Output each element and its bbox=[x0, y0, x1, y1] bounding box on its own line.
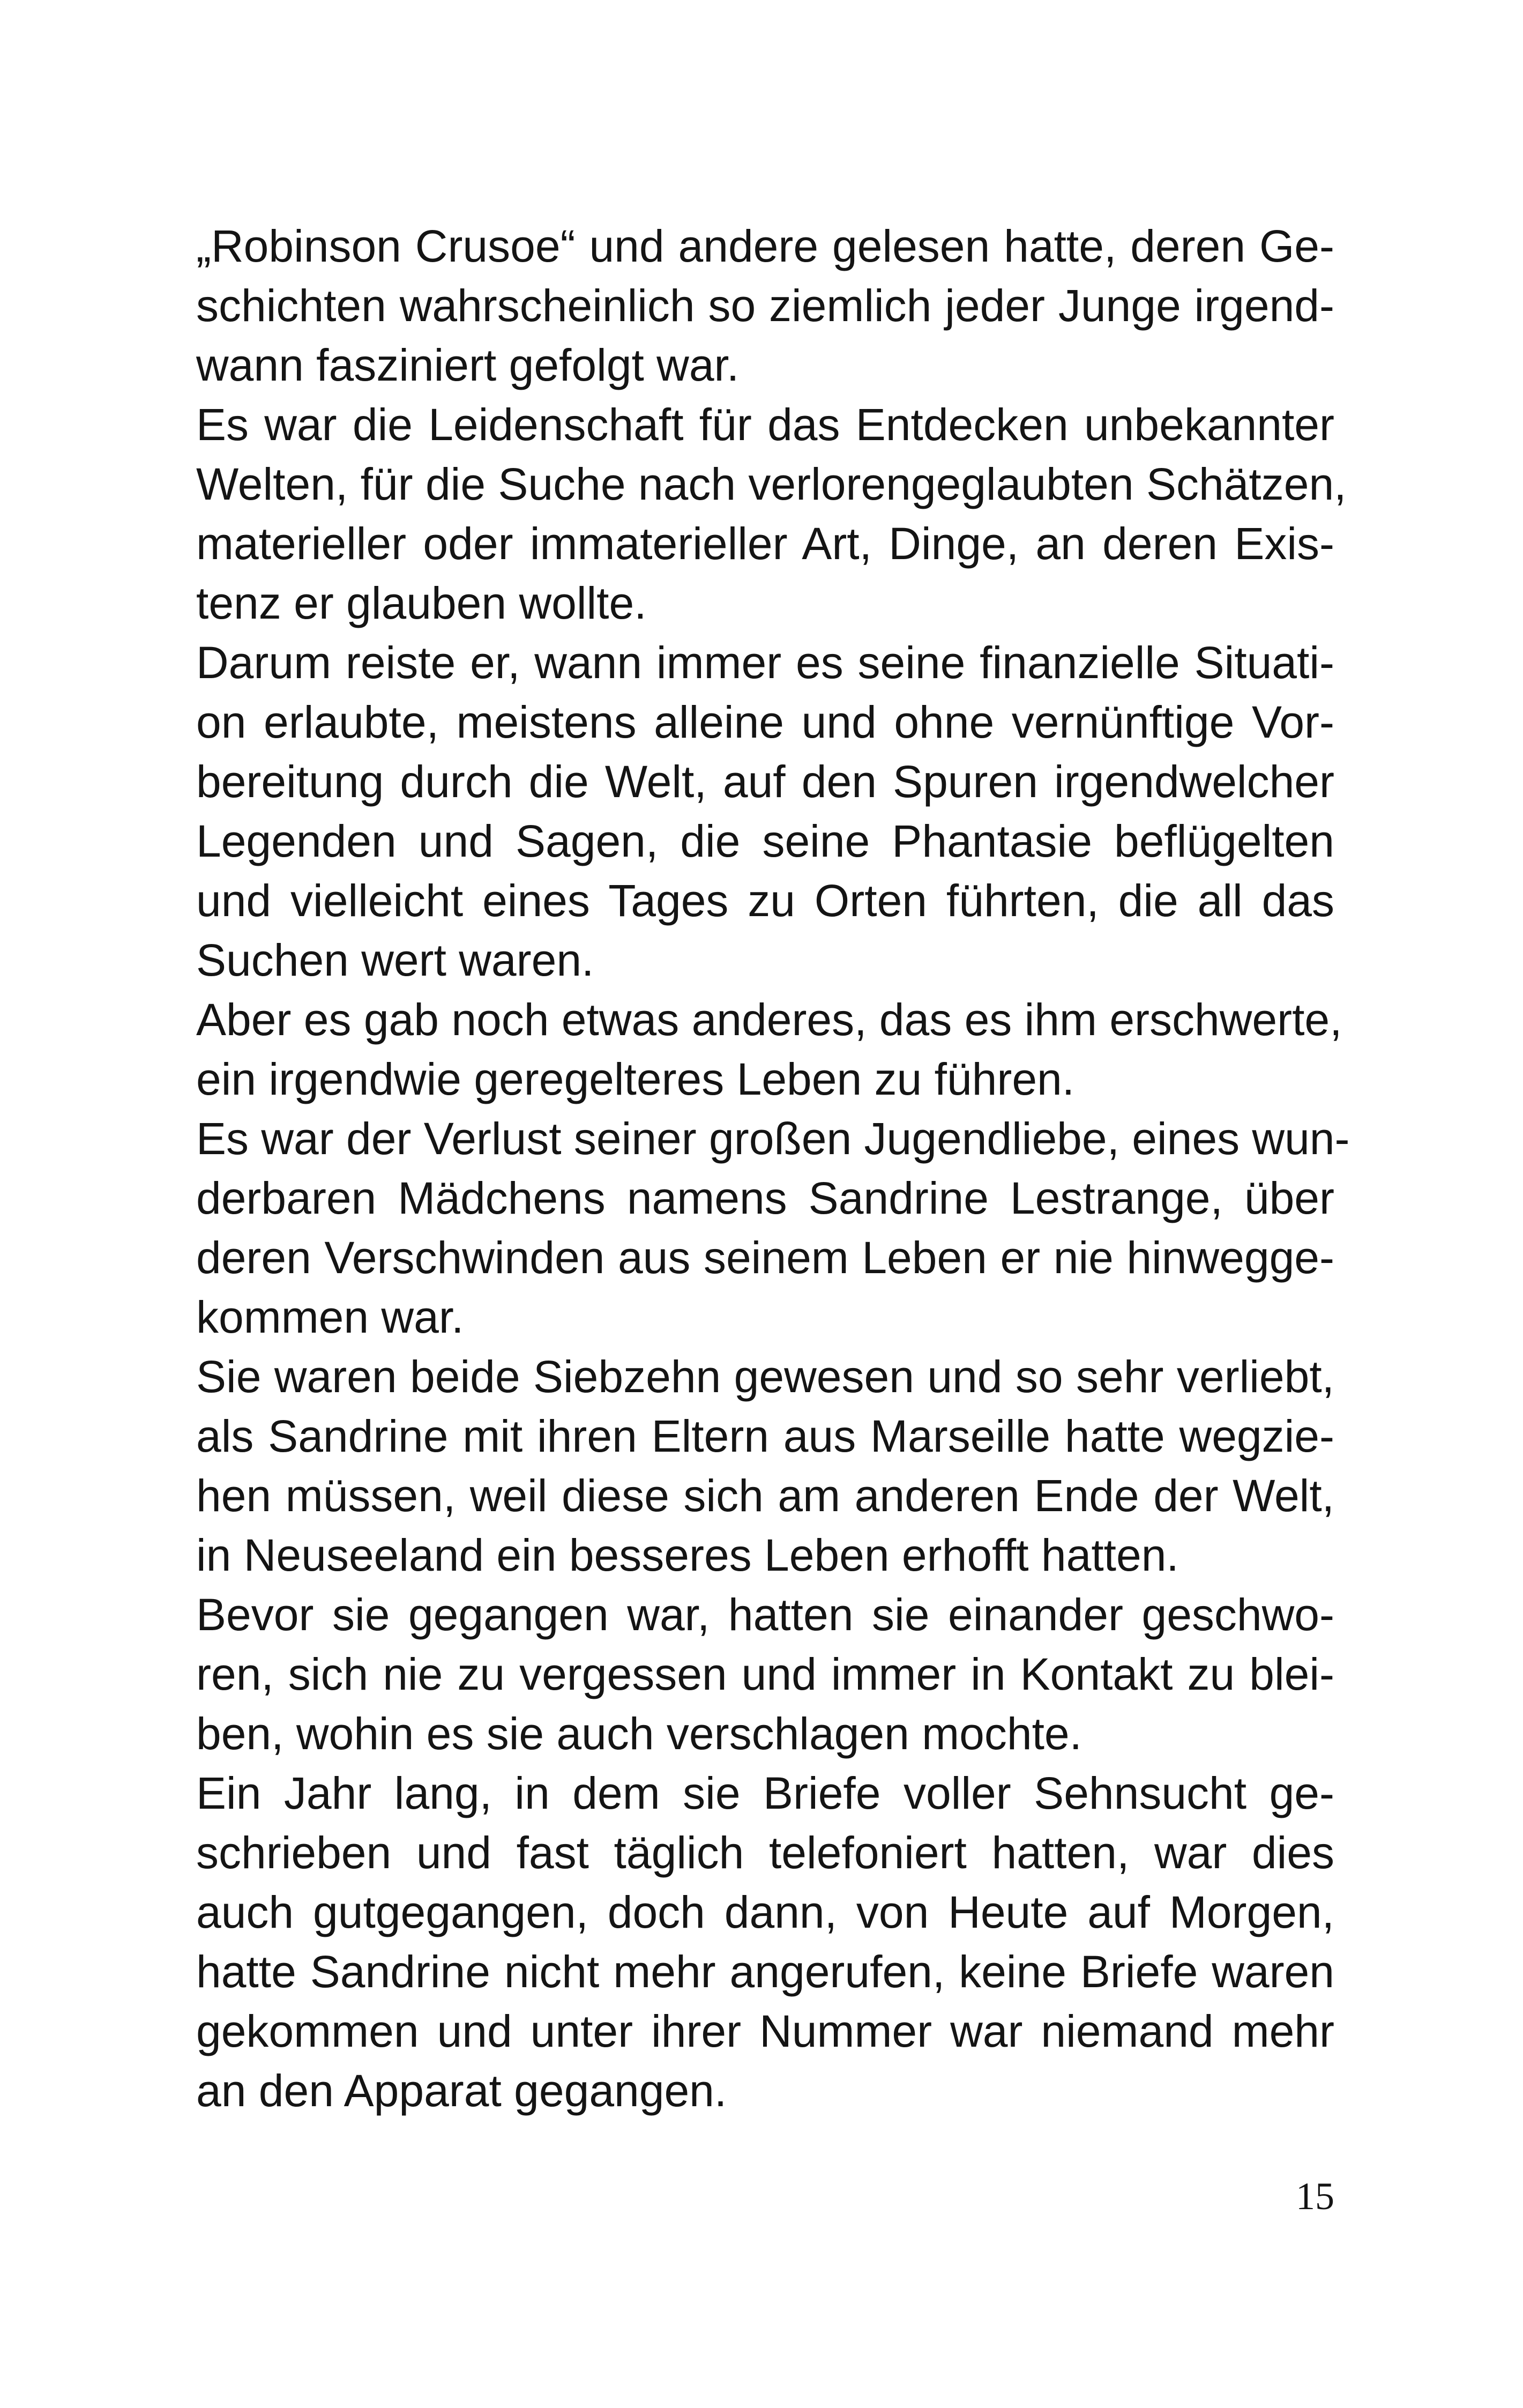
text-line: Aber es gab noch etwas anderes, das es ihm erschwerte, bbox=[196, 994, 1342, 1045]
text-line: tenz er glauben wollte. bbox=[196, 578, 647, 628]
text-line: Bevor sie gegangen war, hatten sie einander geschwo- bbox=[196, 1589, 1334, 1640]
text-line: materieller oder immaterieller Art, Dinge, an deren Exis- bbox=[196, 518, 1334, 569]
text-line: derbaren Mädchens namens Sandrine Lestrange, über bbox=[196, 1173, 1334, 1223]
text-line: Suchen wert waren. bbox=[196, 935, 594, 985]
page-number: 15 bbox=[1296, 2175, 1334, 2218]
text-line: auch gutgegangen, doch dann, von Heute auf Morgen, bbox=[196, 1887, 1334, 1937]
text-line: hen müssen, weil diese sich am anderen Ende der Welt, bbox=[196, 1470, 1334, 1521]
text-line: Sie waren beide Siebzehn gewesen und so sehr verliebt, bbox=[196, 1351, 1334, 1402]
text-line: Legenden und Sagen, die seine Phantasie beflügelten bbox=[196, 816, 1334, 866]
text-line: ren, sich nie zu vergessen und immer in Kontakt zu blei- bbox=[196, 1649, 1334, 1699]
text-line: on erlaubte, meistens alleine und ohne vernünftige Vor- bbox=[196, 697, 1334, 747]
text-line: schichten wahrscheinlich so ziemlich jeder Junge irgend- bbox=[196, 280, 1334, 331]
text-line: ein irgendwie geregelteres Leben zu führen. bbox=[196, 1054, 1075, 1104]
text-line: wann fasziniert gefolgt war. bbox=[196, 340, 740, 390]
text-line: deren Verschwinden aus seinem Leben er nie hinwegge- bbox=[196, 1232, 1334, 1283]
body-text bbox=[196, 217, 1350, 2121]
text-line: und vielleicht eines Tages zu Orten führten, die all das bbox=[196, 875, 1334, 926]
text-line: Es war die Leidenschaft für das Entdecken unbekannter bbox=[196, 399, 1334, 450]
text-line: schrieben und fast täglich telefoniert hatten, war dies bbox=[196, 1827, 1334, 1878]
text-line: gekommen und unter ihrer Nummer war niemand mehr bbox=[196, 2006, 1334, 2056]
text-line: Es war der Verlust seiner großen Jugendliebe, eines wun- bbox=[196, 1113, 1350, 1164]
text-line: kommen war. bbox=[196, 1292, 464, 1342]
text-line: Welten, für die Suche nach verlorengeglaubten Schätzen, bbox=[196, 459, 1347, 509]
text-line: ben, wohin es sie auch verschlagen mochte. bbox=[196, 1708, 1082, 1759]
text-line: bereitung durch die Welt, auf den Spuren irgendwelcher bbox=[196, 756, 1334, 807]
text-line: hatte Sandrine nicht mehr angerufen, keine Briefe waren bbox=[196, 1946, 1334, 1997]
text-line: Darum reiste er, wann immer es seine finanzielle Situati- bbox=[196, 637, 1334, 688]
text-line: in Neuseeland ein besseres Leben erhofft hatten. bbox=[196, 1530, 1179, 1580]
text-line: „Robinson Crusoe“ und andere gelesen hatte, deren Ge- bbox=[196, 221, 1334, 271]
text-line: an den Apparat gegangen. bbox=[196, 2065, 727, 2116]
text-line: als Sandrine mit ihren Eltern aus Marseille hatte wegzie- bbox=[196, 1411, 1334, 1461]
text-line: Ein Jahr lang, in dem sie Briefe voller Sehnsucht ge- bbox=[196, 1768, 1334, 1818]
